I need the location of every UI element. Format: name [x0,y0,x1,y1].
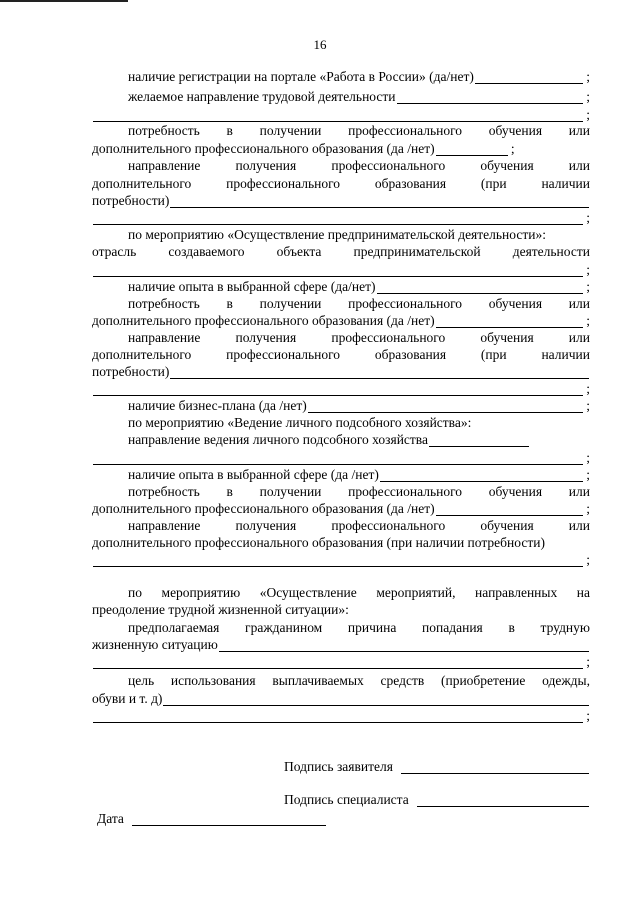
form-line-hardship-reason-cont: жизненную ситуацию [92,634,590,656]
form-line-blank: ; [92,207,590,229]
field-label: наличие регистрации на портале «Работа в России» (да/нет) [128,69,474,84]
form-line-training-direction-cont: дополнительного профессионального образования (при наличии [92,176,590,191]
date-line[interactable] [132,811,326,826]
section-subsidiary-farming: по мероприятию «Ведение личного подсобного хозяйства»: [128,415,472,430]
form-line-training-need-cont: дополнительного профессионального образования (да /нет) ; [92,313,590,328]
section-entrepreneurship: по мероприятию «Осуществление предпринимательской деятельности»: [128,227,546,242]
form-line-blank: ; [92,259,590,281]
form-line-blank: ; [92,549,590,571]
fill-in-line[interactable] [93,262,583,277]
form-line-business-plan: наличие бизнес-плана (да /нет) ; [128,398,590,413]
form-line-funds-purpose: цель использования выплачиваемых средств (приобретение одежды, [128,673,590,688]
form-line-blank: ; [92,104,590,126]
applicant-signature-label: Подпись заявителя [284,759,393,774]
field-label: желаемое направление трудовой деятельности [128,89,396,104]
form-line-blank: ; [92,447,590,469]
form-line-training-need-cont: дополнительного профессионального образования (да /нет) ; [92,501,590,516]
fill-in-line[interactable] [436,141,508,156]
form-line-training-direction: направление получения профессионального обучения или [128,158,590,173]
form-line-training-direction-cont: дополнительного профессионального образования (при наличии потребности) [92,535,545,550]
date-label: Дата [97,811,124,826]
applicant-signature-line[interactable] [401,759,589,774]
fill-in-line[interactable] [93,654,583,669]
fill-in-line[interactable] [397,89,583,104]
section-hardship-cont: преодоление трудной жизненной ситуации»: [92,602,349,617]
applicant-signature [284,756,590,778]
fill-in-line[interactable] [93,210,583,225]
form-line-blank: ; [92,378,590,400]
fill-in-line[interactable] [436,313,583,328]
specialist-signature-label: Подпись специалиста [284,792,409,807]
fill-in-line[interactable] [475,69,583,84]
specialist-signature-line[interactable] [417,792,589,807]
fill-in-line[interactable] [93,450,583,465]
form-line-need: потребности) [92,361,590,383]
form-line-registration: наличие регистрации на портале «Работа в России» (да/нет) ; [128,66,590,88]
form-line-desired-direction: желаемое направление трудовой деятельности ; [128,86,590,108]
top-rule [0,0,128,2]
fill-in-line[interactable] [170,364,589,379]
page-number: 16 [313,37,327,52]
form-line-farming-direction: направление ведения личного подсобного хозяйства [128,429,530,451]
form-line-training-need: потребность в получении профессионального обучения или [128,123,590,138]
fill-in-line[interactable] [380,467,583,482]
form-line-training-need-cont: дополнительного профессионального образования (да /нет) ; [92,141,515,156]
form-line-experience: наличие опыта в выбранной сфере (да /нет) ; [128,467,590,482]
section-hardship: по мероприятию «Осуществление мероприятий, направленных на [128,585,590,600]
form-line-blank: ; [92,651,590,673]
fill-in-line[interactable] [170,193,589,208]
fill-in-line[interactable] [308,398,583,413]
form-line-industry: отрасль создаваемого объекта предпринимательской деятельности [92,244,590,259]
fill-in-line[interactable] [93,381,583,396]
fill-in-line[interactable] [163,691,589,706]
fill-in-line[interactable] [93,708,583,723]
form-line-experience: наличие опыта в выбранной сфере (да/нет) ; [128,279,590,294]
specialist-signature [284,789,590,811]
fill-in-line[interactable] [93,552,583,567]
form-line-training-need: потребность в получении профессионального обучения или [128,484,590,499]
form-line-hardship-reason: предполагаемая гражданином причина попадания в трудную [128,620,590,635]
date-field [97,808,327,830]
fill-in-line[interactable] [219,637,589,652]
form-line-funds-purpose-cont: обуви и т. д) [92,688,590,710]
form-line-training-need: потребность в получении профессионального обучения или [128,296,590,311]
form-line-need: потребности) [92,190,590,212]
form-line-training-direction: направление получения профессионального обучения или [128,330,590,345]
form-line-blank: ; [92,705,590,727]
form-line-training-direction: направление получения профессионального обучения или [128,518,590,533]
fill-in-line[interactable] [436,501,583,516]
form-line-training-direction-cont: дополнительного профессионального образования (при наличии [92,347,590,362]
fill-in-line[interactable] [377,279,584,294]
fill-in-line[interactable] [429,432,529,447]
